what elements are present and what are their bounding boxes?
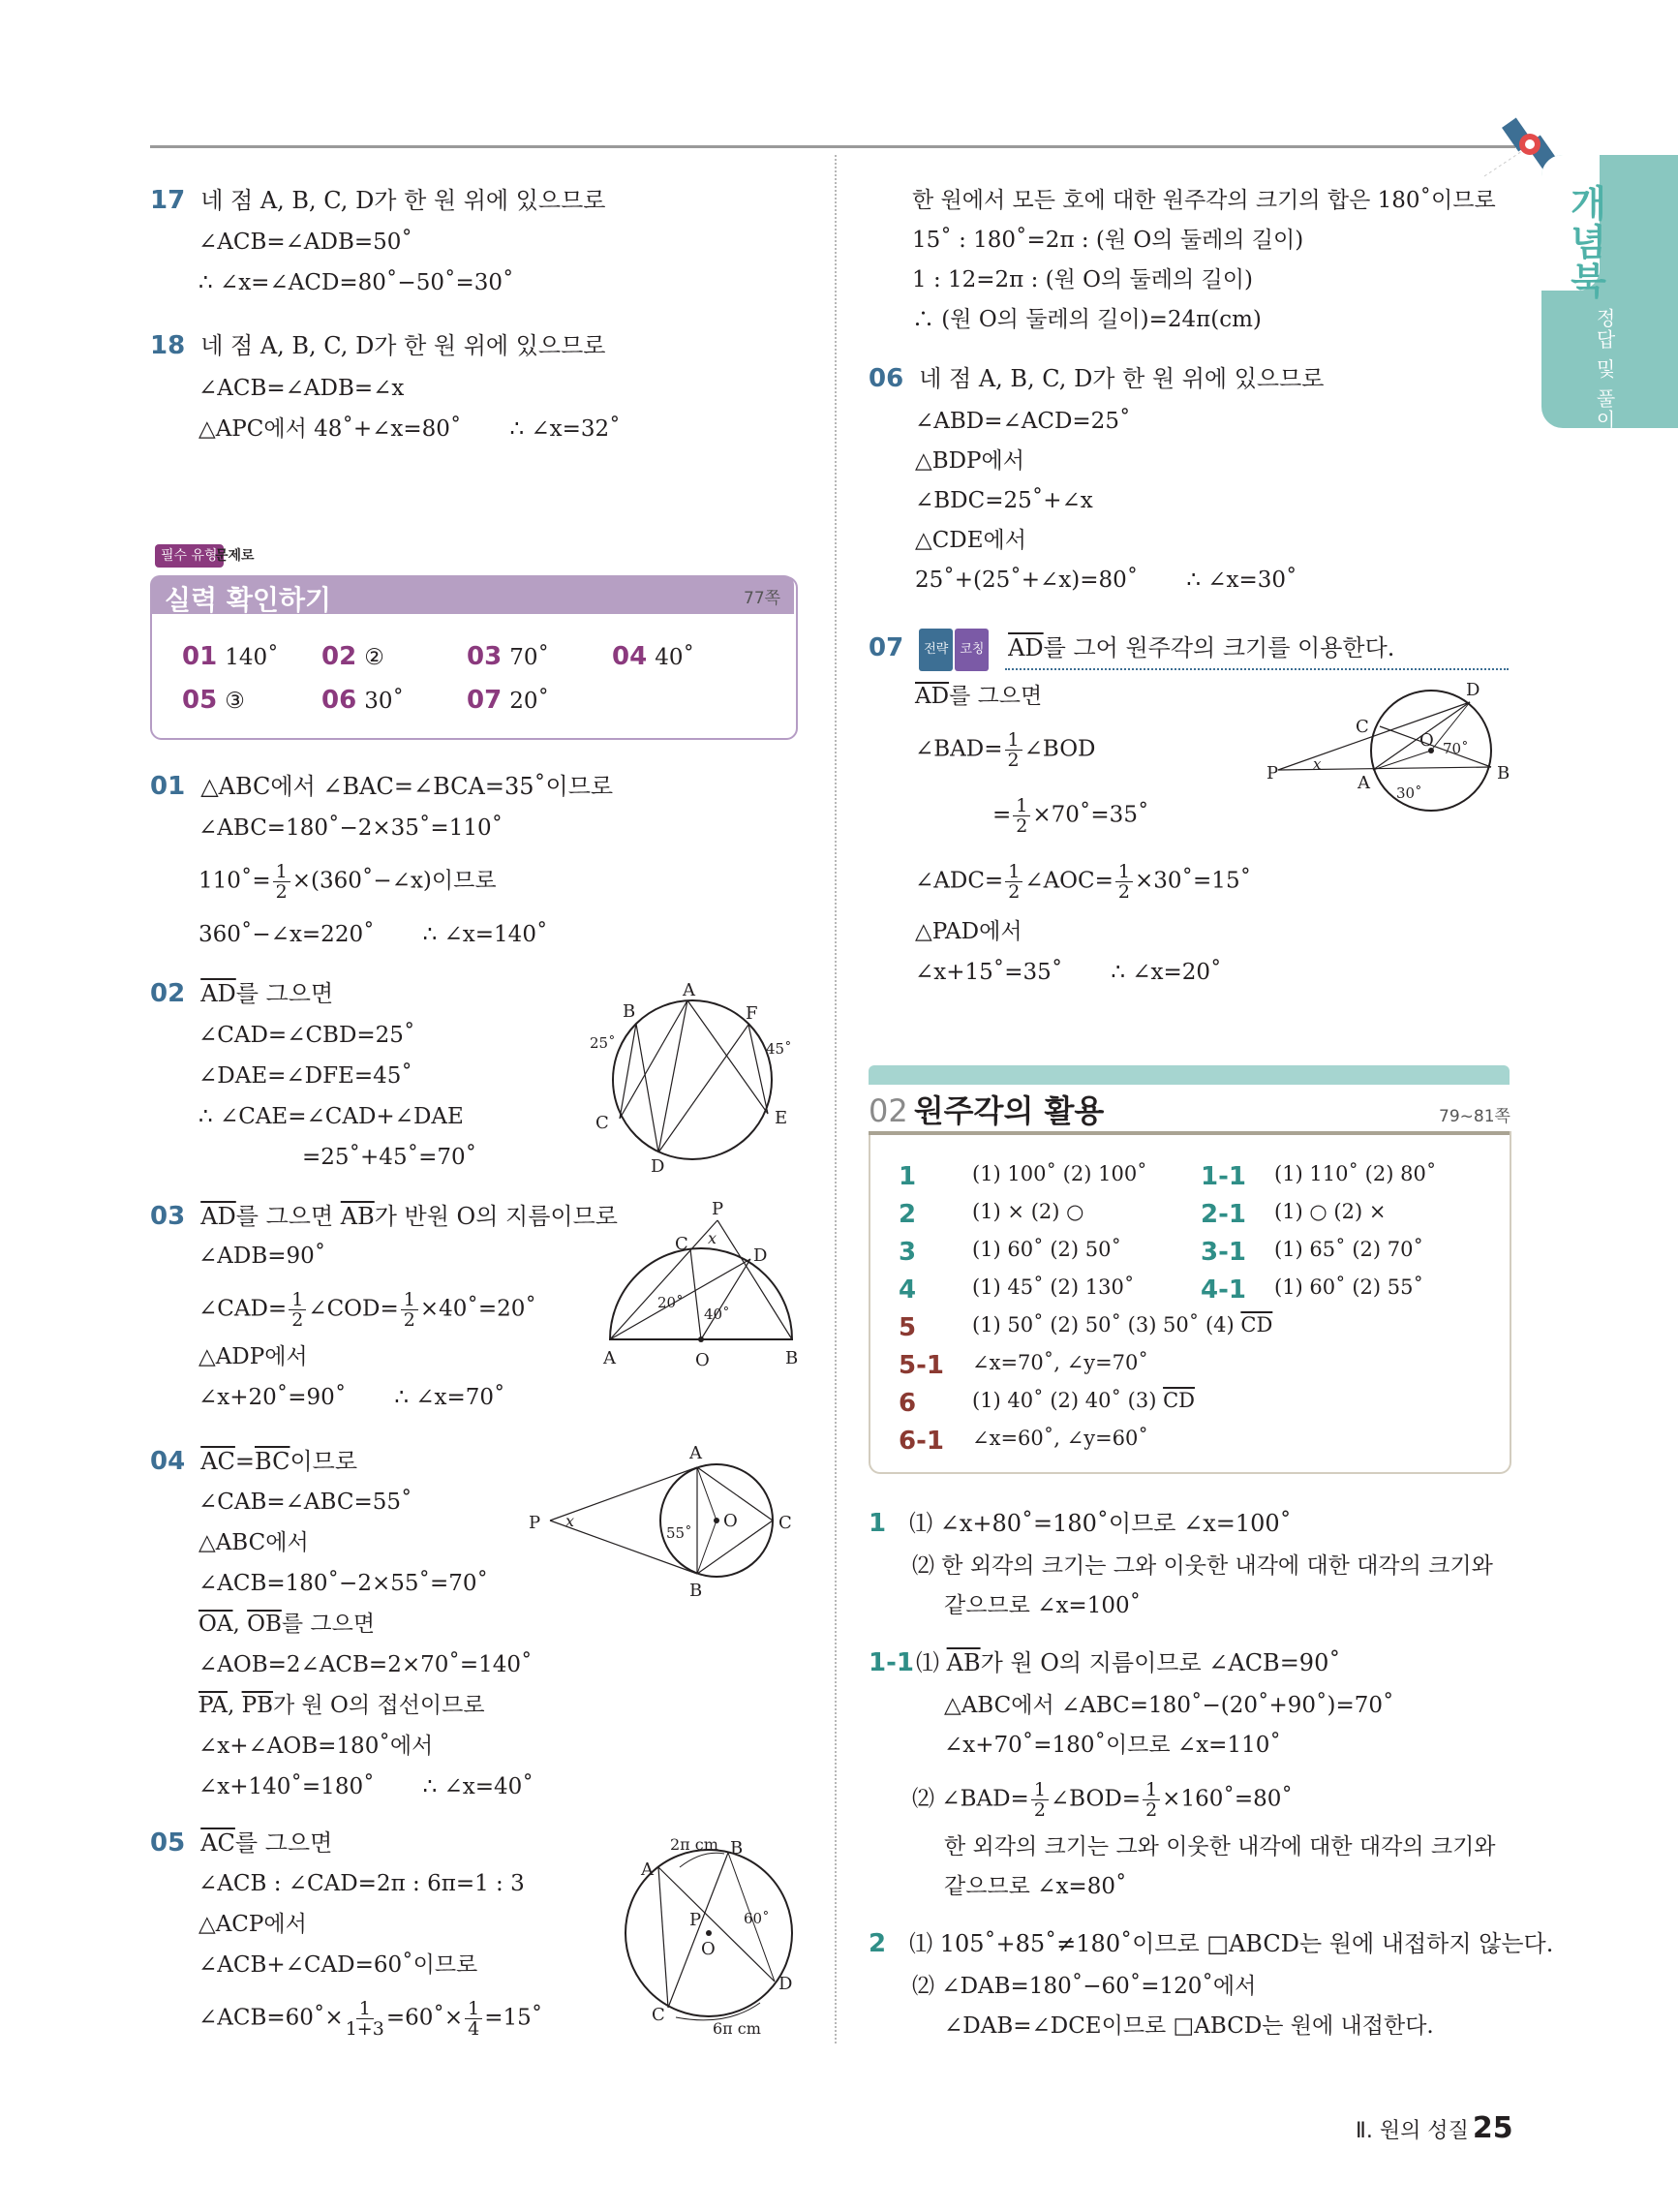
s04-line: ∠CAB=∠ABC=55˚	[198, 1490, 412, 1515]
solution-03: 03 $\overline{AD}$를 그으면 $\overline{AB}$가 반원 O의 지름이므로	[150, 1202, 618, 1231]
figure-07	[1259, 678, 1520, 814]
fig02-label: C	[595, 1113, 609, 1133]
fig07-label: D	[1466, 680, 1480, 700]
s07-line: ∠BAD= $\frac{1}{2}$ ∠BOD	[915, 729, 1096, 771]
s03-line: ∠x+20˚=90˚ ∴ ∠x=70˚	[198, 1385, 505, 1410]
fig02-label: 25˚	[590, 1034, 616, 1052]
fig07-label: 30˚	[1396, 784, 1422, 802]
skill-check-page: 77쪽	[744, 589, 781, 608]
s04-line: ∠ACB=180˚−2×55˚=70˚	[198, 1571, 489, 1596]
s05-line: ∠ACB : ∠CAD=2π : 6π=1 : 3	[198, 1871, 525, 1896]
fig07-label: P	[1266, 763, 1279, 783]
fig03-label: A	[603, 1348, 616, 1368]
fig05-label: 6π cm	[713, 2019, 761, 2037]
answer-item: 06 30˚	[321, 686, 404, 715]
skill-check-title: 실력 확인하기	[165, 584, 332, 616]
fig07-label: A	[1358, 773, 1370, 793]
s03-line: △ADP에서	[198, 1344, 308, 1369]
quick-answer: 4-1 (1) 60˚ (2) 55˚	[1201, 1275, 1423, 1305]
s03-line: ∠CAD= $\frac{1}{2}$ ∠COD= $\frac{1}{2}$ ×40˚=20˚	[198, 1289, 536, 1331]
q11-line: ∠x+70˚=180˚이므로 ∠x=110˚	[944, 1733, 1281, 1758]
solution-q1-1: 1-1⑴ $\overline{AB}$가 원 O의 지름이므로 ∠ACB=90˚	[869, 1648, 1341, 1677]
solution-02: 02 $\overline{AD}$를 그으면	[150, 979, 334, 1008]
fig02-label: B	[623, 1001, 636, 1022]
fig07-label: C	[1356, 717, 1369, 737]
quick-answer: 3 (1) 60˚ (2) 50˚	[899, 1238, 1121, 1267]
quick-answer: 2-1 (1) ○ (2) ×	[1201, 1200, 1387, 1229]
fig05-label: 2π cm	[670, 1835, 718, 1854]
s07-line: $\overline{AD}$를 그으면	[915, 684, 1043, 709]
s06-line: △BDP에서	[915, 448, 1024, 474]
quick-answer: 1-1 (1) 110˚ (2) 80˚	[1201, 1162, 1437, 1191]
p18-line: ∠ACB=∠ADB=∠x	[198, 376, 405, 401]
solution-06: 06 네 점 A, B, C, D가 한 원 위에 있으므로	[869, 364, 1325, 393]
tab-concept-book[interactable]: 개념북	[1564, 184, 1606, 300]
cont-line: 한 원에서 모든 호에 대한 원주각의 크기의 합은 180˚이므로	[912, 188, 1496, 213]
s06-line: ∠ABD=∠ACD=25˚	[915, 409, 1131, 434]
section-title: 02 원주각의 활용	[869, 1092, 1105, 1129]
solution-q2: 2 ⑴ 105˚+85˚≠180˚이므로 □ABCD는 원에 내접하지 않는다.	[869, 1929, 1554, 1958]
s04-line: △ABC에서	[198, 1530, 309, 1555]
fig02-label: 45˚	[766, 1040, 792, 1058]
cont-line: ∴ (원 O의 둘레의 길이)=24π(cm)	[912, 307, 1262, 332]
figure-03	[595, 1199, 808, 1373]
p17-line: ∠ACB=∠ADB=50˚	[198, 230, 412, 255]
solution-q1: 1 ⑴ ∠x+80˚=180˚이므로 ∠x=100˚	[869, 1509, 1292, 1538]
answer-item: 04 40˚	[612, 642, 694, 671]
answer-item: 07 20˚	[467, 686, 549, 715]
fig05-label: O	[701, 1939, 716, 1959]
figure-02	[576, 978, 808, 1177]
column-separator	[835, 155, 837, 2043]
s03-line: ∠ADB=90˚	[198, 1244, 326, 1269]
answer-item: 01 140˚	[182, 642, 279, 671]
answer-item: 03 70˚	[467, 642, 549, 671]
fig07-label: 70˚	[1443, 740, 1469, 757]
solution-01: 01 △ABC에서 ∠BAC=∠BCA=35˚이므로	[150, 772, 614, 801]
fig04-label: P	[529, 1513, 541, 1533]
q2-line: ⑵ ∠DAB=180˚−60˚=120˚에서	[912, 1974, 1257, 1999]
s02-line: ∠CAD=∠CBD=25˚	[198, 1023, 415, 1048]
quick-answer: 5-1 ∠x=70˚, ∠y=70˚	[899, 1351, 1148, 1380]
quick-answer: 5 (1) 50˚ (2) 50˚ (3) 50˚ (4) $\overline{CD}$	[899, 1313, 1273, 1342]
quick-answer: 3-1 (1) 65˚ (2) 70˚	[1201, 1238, 1423, 1267]
figure-05	[620, 1828, 813, 2037]
fig03-label: B	[785, 1348, 799, 1368]
quick-answer: 1 (1) 100˚ (2) 100˚	[899, 1162, 1147, 1191]
problem-18: 18 네 점 A, B, C, D가 한 원 위에 있으므로	[150, 331, 606, 360]
page-number: 25	[1472, 2111, 1513, 2145]
fig04-label: 55˚	[666, 1524, 692, 1542]
s04-line: ∠x+∠AOB=180˚에서	[198, 1734, 434, 1759]
s05-line: ∠ACB=60˚× $\frac{1}{1+3}$ =60˚× $\frac{1}{4}$ =15˚	[198, 1998, 543, 2040]
s01-line: ∠ABC=180˚−2×35˚=110˚	[198, 815, 503, 841]
s06-line: 25˚+(25˚+∠x)=80˚ ∴ ∠x=30˚	[915, 568, 1297, 593]
tab-answers: 정답 및 풀이	[1593, 308, 1616, 431]
s07-line: ∠x+15˚=35˚ ∴ ∠x=20˚	[915, 960, 1222, 985]
s04-line: $\overline{PA}$, $\overline{PB}$가 원 O의 접선이므로	[198, 1693, 485, 1718]
p17-line: ∴ ∠x=∠ACD=80˚−50˚=30˚	[198, 270, 514, 295]
s01-line: 110˚= $\frac{1}{2}$ ×(360˚−∠x)이므로	[198, 861, 497, 903]
fig05-label: 60˚	[744, 1910, 770, 1927]
s02-line: ∴ ∠CAE=∠CAD+∠DAE	[198, 1104, 464, 1129]
s04-line: $\overline{OA}$, $\overline{OB}$를 그으면	[198, 1612, 376, 1637]
fig03-label: P	[712, 1199, 724, 1219]
hint-underline	[1005, 668, 1509, 670]
fig05-label: B	[730, 1838, 744, 1859]
quick-answer: 6-1 ∠x=60˚, ∠y=60˚	[899, 1427, 1148, 1456]
answer-item: 05 ③	[182, 686, 245, 715]
quick-answer: 4 (1) 45˚ (2) 130˚	[899, 1275, 1135, 1305]
q11-line: △ABC에서 ∠ABC=180˚−(20˚+90˚)=70˚	[944, 1693, 1394, 1718]
s05-line: ∠ACB+∠CAD=60˚이므로	[198, 1952, 478, 1978]
cont-line: 1 : 12=2π : (원 O의 둘레의 길이)	[912, 267, 1253, 292]
fig05-label: D	[778, 1974, 793, 1994]
top-rule	[150, 145, 1515, 148]
s06-line: △CDE에서	[915, 528, 1026, 553]
fig03-label: 20˚	[657, 1294, 684, 1311]
q1-line: ⑵ 한 외각의 크기는 그와 이웃한 내각에 대한 대각의 크기와	[912, 1553, 1493, 1579]
fig04-label: B	[689, 1581, 703, 1601]
fig07-label: x	[1313, 755, 1322, 773]
q1-line: 같으므로 ∠x=100˚	[944, 1593, 1142, 1618]
section-rule	[869, 1131, 1510, 1135]
fig03-label: 40˚	[704, 1306, 730, 1323]
fig07-label: B	[1497, 763, 1510, 783]
fig03-label: C	[675, 1234, 688, 1254]
s07-line: △PAD에서	[915, 919, 1022, 944]
cont-line: 15˚ : 180˚=2π : (원 O의 둘레의 길이)	[912, 228, 1304, 253]
s07-line: ∠ADC= $\frac{1}{2}$ ∠AOC= $\frac{1}{2}$ ×30˚=15˚	[915, 861, 1252, 903]
s01-line: 360˚−∠x=220˚ ∴ ∠x=140˚	[198, 922, 548, 947]
figure-04	[523, 1441, 808, 1606]
s04-line: ∠AOB=2∠ACB=2×70˚=140˚	[198, 1652, 533, 1677]
fig05-label: C	[652, 2005, 665, 2025]
solution-04: 04 $\overline{AC}=\overline{BC}$이므로	[150, 1447, 358, 1476]
fig04-label: C	[778, 1513, 792, 1533]
badge-required: 필수 유형	[155, 544, 224, 568]
q11-line: 같으므로 ∠x=80˚	[944, 1874, 1127, 1899]
solution-07: 07 전략 코칭 $\overline{AD}$를 그어 원주각의 크기를 이용한다.	[869, 628, 1394, 671]
s05-line: △ACP에서	[198, 1912, 307, 1937]
problem-number: 17	[150, 186, 186, 215]
fig02-label: A	[683, 980, 695, 1000]
fig03-label: D	[753, 1245, 768, 1266]
p18-line: △APC에서 48˚+∠x=80˚ ∴ ∠x=32˚	[198, 416, 621, 442]
problem-17: 17 네 점 A, B, C, D가 한 원 위에 있으므로	[150, 186, 606, 215]
fig04-label: A	[689, 1443, 702, 1463]
s02-line: =25˚+45˚=70˚	[302, 1145, 477, 1170]
quick-answer: 2 (1) × (2) ○	[899, 1200, 1084, 1229]
s04-line: ∠x+140˚=180˚ ∴ ∠x=40˚	[198, 1774, 534, 1799]
q11-line: 한 외각의 크기는 그와 이웃한 내각에 대한 대각의 크기와	[944, 1834, 1496, 1859]
s06-line: ∠BDC=25˚+∠x	[915, 488, 1093, 513]
fig07-label: O	[1419, 730, 1434, 751]
fig03-label: x	[708, 1229, 717, 1247]
fig03-label: O	[695, 1350, 710, 1370]
q2-line: ∠DAB=∠DCE이므로 □ABCD는 원에 내접한다.	[944, 2013, 1434, 2039]
section-page: 79~81쪽	[1439, 1107, 1510, 1126]
s07-line: = $\frac{1}{2}$ ×70˚=35˚	[992, 795, 1149, 837]
fig04-label: O	[723, 1511, 738, 1531]
page-footer: Ⅱ. 원의 성질 25	[1356, 2111, 1513, 2145]
s02-line: ∠DAE=∠DFE=45˚	[198, 1063, 412, 1089]
solution-05: 05 $\overline{AC}$를 그으면	[150, 1828, 333, 1858]
fig04-label: x	[565, 1512, 575, 1530]
answer-item: 02 ②	[321, 642, 384, 671]
q11-line: ⑵ ∠BAD= $\frac{1}{2}$ ∠BOD= $\frac{1}{2}$ ×160˚=80˚	[912, 1779, 1293, 1821]
fig02-label: E	[775, 1108, 788, 1128]
section-bar	[869, 1065, 1510, 1085]
fig05-label: A	[641, 1859, 654, 1880]
fig02-label: D	[651, 1156, 665, 1177]
fig02-label: F	[746, 1003, 758, 1024]
fig05-label: P	[689, 1910, 702, 1930]
quick-answer: 6 (1) 40˚ (2) 40˚ (3) $\overline{CD}$	[899, 1389, 1195, 1418]
badge-problem: 문제로	[215, 548, 255, 564]
